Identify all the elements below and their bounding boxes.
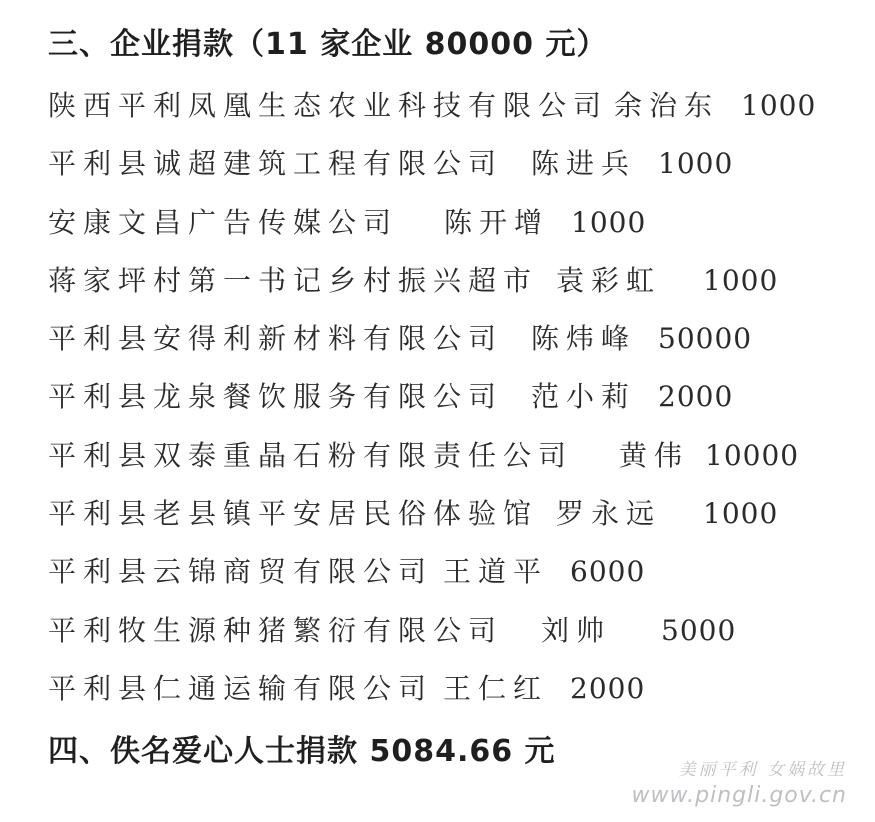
- donor-company: 平利县双泰重晶石粉有限责任公司: [48, 438, 574, 472]
- donor-amount: 1000: [741, 89, 817, 122]
- donor-row: [48, 203, 816, 261]
- donor-company: 平利县仁通运输有限公司: [48, 671, 434, 705]
- donor-contact: 陈开增: [444, 205, 550, 239]
- donor-amount: 6000: [570, 555, 646, 589]
- donor-company: 安康文昌广告传媒公司: [48, 205, 399, 239]
- donor-contact: 黄伟: [619, 438, 690, 472]
- section-3-heading: 三、企业捐款（11 家企业 80000 元）: [48, 27, 608, 62]
- donor-company: 平利县云锦商贸有限公司: [48, 555, 434, 589]
- donor-row: [48, 261, 816, 319]
- donor-contact: 陈进兵: [531, 147, 637, 181]
- donor-contact: 余治东: [614, 89, 720, 122]
- watermark-site-url: www.pingli.gov.cn: [631, 783, 847, 808]
- donor-amount: 1000: [703, 497, 779, 531]
- donor-row: [48, 86, 816, 144]
- donor-company: 蒋家坪村第一书记乡村振兴超市: [48, 263, 539, 297]
- donor-row: [48, 552, 816, 610]
- donor-amount: 50000: [658, 322, 753, 356]
- donor-amount: 1000: [571, 205, 647, 239]
- watermark-slogan: 美丽平利 女娲故里: [678, 760, 847, 780]
- donor-company: 平利牧生源种猪繁衍有限公司: [48, 613, 504, 647]
- donor-row: [48, 144, 816, 202]
- donor-company: 平利县诚超建筑工程有限公司: [48, 147, 504, 181]
- donor-company: 平利县安得利新材料有限公司: [48, 322, 504, 356]
- donor-company: 平利县龙泉餐饮服务有限公司: [48, 380, 504, 414]
- donor-row: [48, 494, 816, 552]
- donor-company: 陕西平利凤凰生态农业科技有限公司: [48, 89, 609, 122]
- donor-row: [48, 377, 816, 435]
- section-4-heading: 四、佚名爱心人士捐款 5084.66 元: [48, 734, 556, 769]
- donor-contact: 范小莉: [531, 380, 637, 414]
- donor-row: [48, 436, 816, 494]
- donor-contact: 陈炜峰: [531, 322, 637, 356]
- donor-contact: 刘帅: [541, 613, 612, 647]
- donor-amount: 1000: [703, 263, 779, 297]
- donor-amount: 1000: [658, 147, 734, 181]
- donor-row: [48, 669, 816, 727]
- donor-contact: 王仁红: [443, 671, 549, 705]
- donor-amount: 2000: [658, 380, 734, 414]
- site-watermark: [632, 758, 847, 810]
- donor-contact: 罗永远: [556, 497, 662, 531]
- donor-amount: 10000: [705, 438, 800, 472]
- donor-amount: 5000: [661, 613, 737, 647]
- donor-list: [48, 86, 816, 727]
- donor-row: [48, 611, 816, 669]
- donor-row: [48, 319, 816, 377]
- donor-amount: 2000: [570, 671, 646, 705]
- donor-contact: 王道平: [443, 555, 549, 589]
- donor-contact: 袁彩虹: [556, 263, 662, 297]
- donor-company: 平利县老县镇平安居民俗体验馆: [48, 497, 539, 531]
